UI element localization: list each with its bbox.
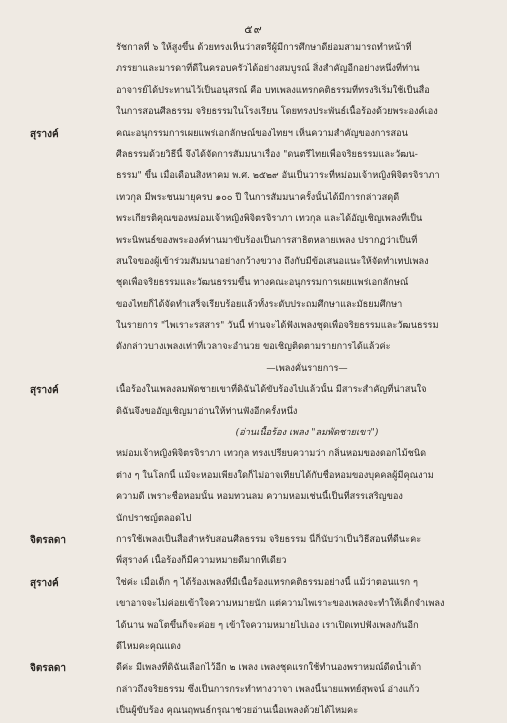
dialogue-line: การใช้เพลงเป็นสื่อสำหรับสอนศีลธรรม จริยธรรม นี่ก็นับว่าเป็นวิธีสอนที่ดีนะคะ: [116, 533, 422, 545]
script-row: [0, 573, 507, 594]
script-row: [0, 337, 507, 358]
dialogue-line: พระเกียรติคุณของหม่อมเจ้าหญิงพิจิตรจิราภา เทวกุล และได้อัญเชิญเพลงที่เป็น: [116, 213, 423, 225]
script-row: [0, 81, 507, 102]
dialogue-line: เป็นผู้ขับร้อง คุณนฤพนธ์กรุณาช่วยอ่านเนื้อเพลงด้วยได้ไหมคะ: [116, 705, 359, 717]
script-row: [0, 423, 507, 444]
script-row: [0, 509, 507, 530]
speaker-name: จิตรลดา: [30, 534, 66, 546]
speaker-name: จิตรลดา: [30, 663, 66, 675]
dialogue-line: ชุดเพื่อจริยธรรมและวัฒนธรรมขึ้น ทางคณะอนุกรรมการเผยแพร่เอกลักษณ์: [116, 277, 409, 289]
dialogue-line: หม่อมเจ้าหญิงพิจิตรจิราภา เทวกุล ทรงเปรียบความว่า กลิ่นหอมของดอกไม้ชนิด: [116, 448, 427, 460]
dialogue-line: เทวกุล มีพระชนมายุครบ ๑๐๐ ปี ในการสัมมนาครั้งนั้นได้มีการกล่าวสดุดี: [116, 191, 400, 203]
script-row: [0, 209, 507, 230]
stage-direction: —เพลงคั่นรายการ—: [266, 362, 348, 374]
dialogue-line: รัชกาลที่ ๖ ให้สูงขึ้น ด้วยทรงเห็นว่าสตรีผู้มีการศึกษาดีย่อมสามารถทำหน้าที่: [116, 42, 412, 53]
dialogue-line: ดิฉันจึงขออัญเชิญมาอ่านให้ท่านฟังอีกครั้งหนึ่ง: [116, 405, 298, 417]
script-row: [0, 380, 507, 401]
script-row: [0, 252, 507, 273]
dialogue-line: นักปราชญ์ตลอดไป: [116, 512, 192, 524]
script-row: [0, 658, 507, 679]
speaker-name: สุรางค์: [30, 577, 59, 589]
script-row: [0, 701, 507, 722]
dialogue-line: ศีลธรรมด้วยวิธีนี้ จึงได้จัดการสัมมนาเรื่อง "ดนตรีไทยเพื่อจริยธรรมและวัฒน-: [116, 148, 418, 160]
script-row: [0, 551, 507, 572]
speaker-name: สุรางค์: [30, 128, 59, 140]
script-row: [0, 59, 507, 80]
dialogue-line: อาจารย์ได้ประทานไว้เป็นอนุสรณ์ คือ บทเพลงแทรกคติธรรมที่ทรงริเริ่มใช้เป็นสื่อ: [116, 84, 430, 96]
dialogue-line: เนื้อร้องในเพลงลมพัดชายเขาที่ดิฉันได้ขับร้องไปแล้วนั้น มีสาระสำคัญที่น่าสนใจ: [116, 384, 427, 396]
script-row: [0, 316, 507, 337]
dialogue-line: ดังกล่าวบางเพลงเท่าที่เวลาจะอำนวย ขอเชิญติดตามรายการได้แล้วค่ะ: [116, 341, 391, 353]
radio-script: [0, 38, 507, 723]
script-row: [0, 124, 507, 145]
dialogue-line: เขาอาจจะไม่ค่อยเข้าใจความหมายนัก แต่ความไพเราะของเพลงจะทำให้เด็กจำเพลง: [116, 598, 445, 610]
script-row: [0, 444, 507, 465]
script-row: [0, 594, 507, 615]
dialogue-line: ดีค่ะ มีเพลงที่ดิฉันเลือกไว้อีก ๒ เพลง เพลงชุดแรกใช้ทำนองพราหมณ์ดีดน้ำเต้า: [116, 662, 422, 674]
script-row: [0, 145, 507, 166]
script-row: [0, 530, 507, 551]
dialogue-line: ต่าง ๆ ในโลกนี้ แม้จะหอมเพียงใดก็ไม่อาจเทียบได้กับชื่อหอมของบุคคลผู้มีคุณงาม: [116, 469, 434, 481]
script-row: [0, 295, 507, 316]
dialogue-line: กล่าวถึงจริยธรรม ซึ่งเป็นการกระทำทางวาจา เพลงนี้นายแพทย์สุพจน์ อ่างแก้ว: [116, 683, 420, 695]
dialogue-line: ใช่ค่ะ เมื่อเด็ก ๆ ได้ร้องเพลงที่มีเนื้อร้องแทรกคติธรรมอย่างนี้ แม้ว่าตอนแรก ๆ: [116, 576, 418, 588]
dialogue-line: คณะอนุกรรมการเผยแพร่เอกลักษณ์ของไทยฯ เห็นความสำคัญของการสอน: [116, 127, 408, 139]
speaker-name: สุรางค์: [30, 385, 59, 397]
page-number: ๕๙: [244, 23, 263, 36]
script-row: [0, 231, 507, 252]
dialogue-line: พระนิพนธ์ของพระองค์ท่านมาขับร้องเป็นการสาธิตหลายเพลง ปรากฏว่าเป็นที่: [116, 234, 418, 246]
dialogue-line: ธรรม" ขึ้น เมื่อเดือนสิงหาคม พ.ศ. ๒๕๒๙ อันเป็นวาระที่หม่อมเจ้าหญิงพิจิตรจิราภา: [116, 170, 440, 182]
dialogue-line: ภรรยาและมารดาที่ดีในครอบครัวได้อย่างสมบูรณ์ สิ่งสำคัญอีกอย่างหนึ่งที่ท่าน: [116, 63, 420, 75]
script-row: [0, 38, 507, 59]
script-row: [0, 680, 507, 701]
dialogue-line: ดีไหมคะคุณแดง: [116, 640, 181, 652]
dialogue-line: ความดี เพราะชื่อหอมนั้น หอมทวนลม ความหอมเช่นนี้เป็นที่สรรเสริญของ: [116, 491, 403, 503]
dialogue-line: ได้นาน พอโตขึ้นก็จะค่อย ๆ เข้าใจความหมายไปเอง เราเปิดเทปฟังเพลงกันอีก: [116, 619, 419, 631]
script-row: [0, 188, 507, 209]
dialogue-line: ในการสอนศีลธรรม จริยธรรมในโรงเรียน โดยทรงประพันธ์เนื้อร้องด้วยพระองค์เอง: [116, 106, 438, 118]
script-row: [0, 487, 507, 508]
script-row: [0, 359, 507, 380]
script-row: [0, 616, 507, 637]
script-row: [0, 273, 507, 294]
script-row: [0, 402, 507, 423]
script-row: [0, 466, 507, 487]
script-row: [0, 637, 507, 658]
dialogue-line: ของไทยก็ได้จัดทำเสร็จเรียบร้อยแล้วทั้งระดับประถมศึกษาและมัธยมศึกษา: [116, 298, 403, 310]
dialogue-line: สนใจของผู้เข้าร่วมสัมมนาอย่างกว้างขวาง ถึงกับมีข้อเสนอแนะให้จัดทำเทปเพลง: [116, 255, 429, 267]
dialogue-line: ในรายการ "ไพเราะรสสาร" วันนี้ ท่านจะได้ฟังเพลงชุดเพื่อจริยธรรมและวัฒนธรรม: [116, 320, 439, 332]
script-row: [0, 102, 507, 123]
script-row: [0, 166, 507, 187]
dialogue-line: พี่สุรางค์ เนื้อร้องก็มีความหมายดีมากทีเดียว: [116, 555, 287, 567]
stage-direction: (อ่านเนื้อร้อง เพลง "ลมพัดชายเขา"): [235, 427, 379, 439]
